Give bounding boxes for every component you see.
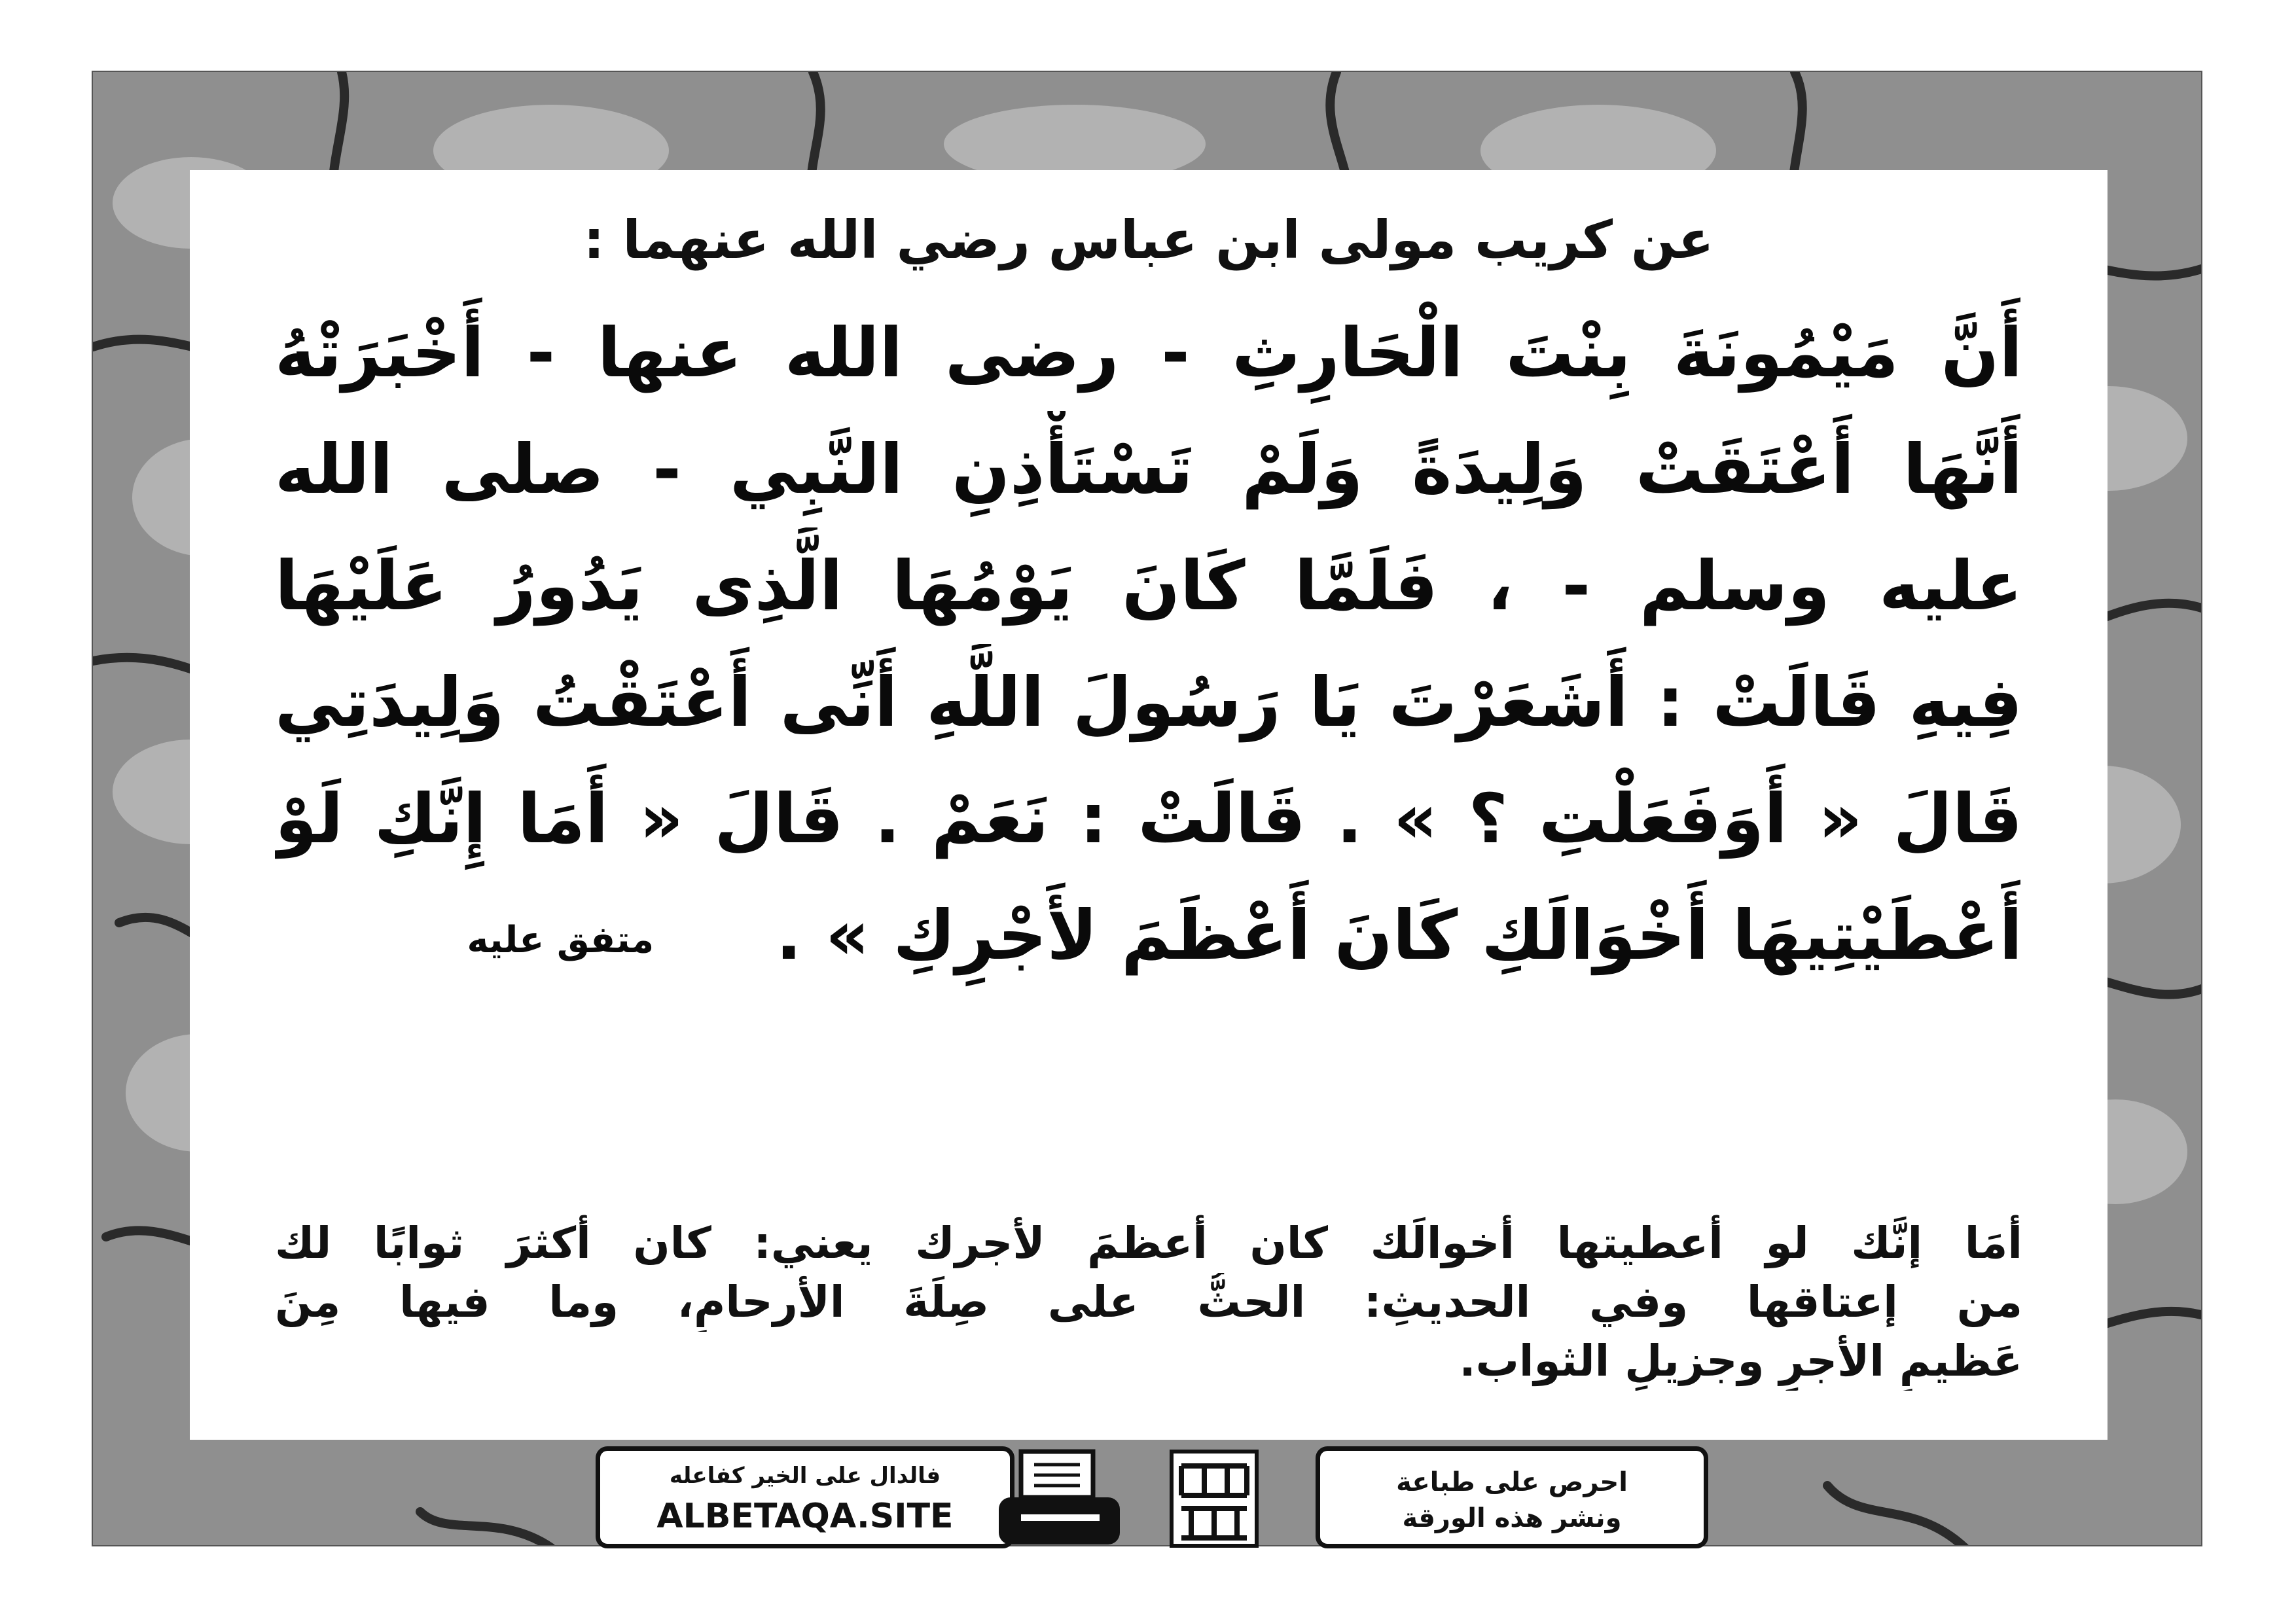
hadith-last-line xyxy=(275,877,2022,993)
hadith-card xyxy=(190,170,2108,1440)
source-label: متفق عليه xyxy=(467,918,655,961)
narrator-line: عن كريب مولى ابن عباس رضي الله عنهما : xyxy=(583,209,1714,270)
site-url[interactable]: ALBETAQA.SITE xyxy=(656,1497,954,1536)
hadith-line: عليه وسلم - ، فَلَمَّا كَانَ يَوْمُهَا الَّذِى يَدُورُ عَلَيْهَا xyxy=(275,546,2022,626)
hadith-line: قَالَ « أَوَفَعَلْتِ ؟ » . قَالَتْ : نَعَمْ . قَالَ « أَمَا إِنَّكِ لَوْ xyxy=(275,779,2022,859)
hadith-line: أَعْطَيْتِيهَا أَخْوَالَكِ كَانَ أَعْظَمَ لأَجْرِكِ » . xyxy=(776,895,2022,975)
print-prompt: احرص على طباعة xyxy=(1396,1467,1628,1497)
hadith-line: أَنَّهَا أَعْتَقَتْ وَلِيدَةً وَلَمْ تَسْتَأْذِنِ النَّبِي - صلى الله xyxy=(275,429,2022,509)
share-prompt: ونشر هذه الورقة xyxy=(1402,1503,1622,1533)
hadith-text xyxy=(275,294,2022,993)
share-box xyxy=(1316,1446,1708,1548)
commentary-line: عَظيمِ الأجرِ وجزيلِ الثواب. xyxy=(1459,1336,2022,1386)
footer-bar xyxy=(596,1446,1708,1551)
commentary-line: من إعتاقها وفي الحديثِ: الحثُّ على صِلَةَ الأرحامِ، وما فيها مِنَ xyxy=(275,1277,2022,1327)
hadith-line: أَنَّ مَيْمُونَةَ بِنْتَ الْحَارِثِ - رضى الله عنها - أَخْبَرَتْهُ xyxy=(275,313,2022,393)
commentary-line: أمَا إنَّك لو أعطيتها أخوالَك كان أعظمَ لأجرك يعني: كان أكثرَ ثوابًا لك xyxy=(275,1218,2022,1268)
site-slogan: فالدال على الخير كفاعله xyxy=(669,1463,941,1489)
hadith-line: فِيهِ قَالَتْ : أَشَعَرْتَ يَا رَسُولَ اللَّهِ أَنِّى أَعْتَقْتُ وَلِيدَتِي xyxy=(275,662,2022,742)
site-box[interactable] xyxy=(596,1446,1014,1548)
printer-icon xyxy=(995,1446,1126,1551)
commentary xyxy=(275,1214,2022,1391)
logo-icon xyxy=(1165,1446,1263,1551)
